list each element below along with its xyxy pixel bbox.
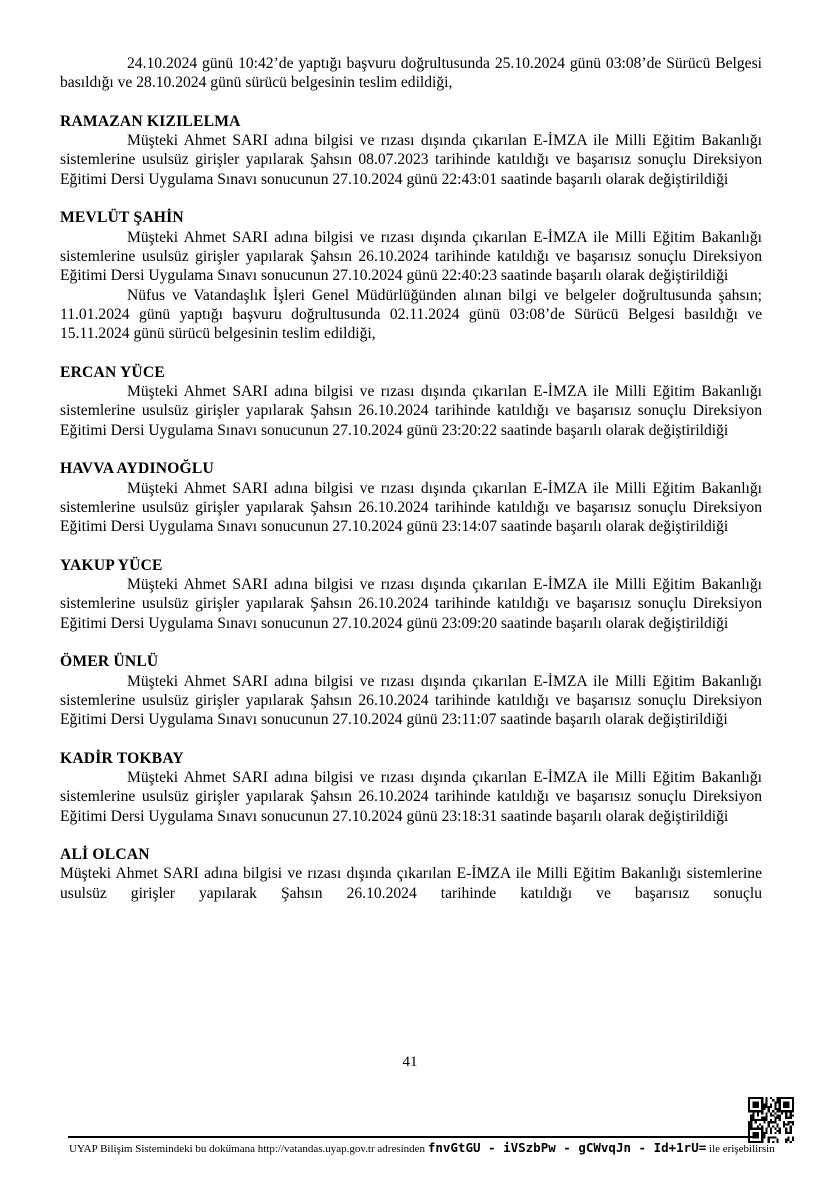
person-heading: ERCAN YÜCE (60, 363, 165, 381)
person-heading: HAVVA AYDINOĞLU (60, 460, 214, 478)
section-paragraph: Müşteki Ahmet SARI adına bilgisi ve rızası dışında çıkarılan E-İMZA ile Milli Eğitim Bakanlığı sistemlerine usulsüz girişler yapılarak Şahsın 26.10.2024 tarihinde katıldığı ve başarısız sonuçlu Direksiyon Eğitimi Dersi Uygulama Sınavı sonucunun 27.10.2024 günü 23:18:31 saatinde başarılı olarak değiştirildiği (60, 768, 762, 825)
person-heading: RAMAZAN KIZILELMA (60, 112, 241, 130)
footer-access-code: fnvGtGU - iVSzbPw - gCWvqJn - Id+1rU= (427, 1140, 707, 1155)
section-paragraph: Müşteki Ahmet SARI adına bilgisi ve rızası dışında çıkarılan E-İMZA ile Milli Eğitim Bakanlığı sistemlerine usulsüz girişler yapılarak Şahsın 26.10.2024 tarihinde katıldığı ve başarısız sonuçlu Direksiyon Eğitimi Dersi Uygulama Sınavı sonucunun 27.10.2024 günü 23:11:07 saatinde başarılı olarak değiştirildiği (60, 672, 762, 729)
person-heading: YAKUP YÜCE (60, 556, 163, 574)
person-section (60, 112, 762, 189)
person-heading: ALİ OLCAN (60, 846, 150, 864)
person-section (60, 208, 762, 343)
footer-url: http://vatandas.uyap.gov.tr (257, 1143, 375, 1155)
person-section (60, 459, 762, 536)
page-number: 41 (402, 1054, 418, 1070)
footer-divider (68, 1136, 754, 1138)
section-paragraph: Müşteki Ahmet SARI adına bilgisi ve rızası dışında çıkarılan E-İMZA ile Milli Eğitim Bakanlığı sistemlerine usulsüz girişler yapılarak Şahsın 26.10.2024 tarihinde katıldığı ve başarısız sonuçlu Direksiyon Eğitimi Dersi Uygulama Sınavı sonucunun 27.10.2024 günü 23:14:07 saatinde başarılı olarak değiştirildiği (60, 479, 762, 536)
person-heading: MEVLÜT ŞAHİN (60, 209, 184, 227)
person-section (60, 749, 762, 826)
section-paragraph: Müşteki Ahmet SARI adına bilgisi ve rızası dışında çıkarılan E-İMZA ile Milli Eğitim Bakanlığı sistemlerine usulsüz girişler yapılarak Şahsın 26.10.2024 tarihinde katıldığı ve başarısız sonuçlu (60, 865, 762, 902)
person-section (60, 556, 762, 633)
footer-suffix: ile erişebilirsin (709, 1143, 775, 1155)
person-section (60, 845, 762, 903)
person-section (60, 363, 762, 440)
section-paragraph: Müşteki Ahmet SARI adına bilgisi ve rızası dışında çıkarılan E-İMZA ile Milli Eğitim Bakanlığı sistemlerine usulsüz girişler yapılarak Şahsın 26.10.2024 tarihinde katıldığı ve başarısız sonuçlu Direksiyon Eğitimi Dersi Uygulama Sınavı sonucunun 27.10.2024 günü 23:09:20 saatinde başarılı olarak değiştirildiği (60, 576, 762, 632)
intro-paragraph: 24.10.2024 günü 10:42’de yaptığı başvuru doğrultusunda 25.10.2024 günü 03:08’de Sürücü Belgesi basıldığı ve 28.10.2024 günü sürücü belgesinin teslim edildiği, (60, 55, 762, 92)
person-heading: KADİR TOKBAY (60, 749, 184, 767)
section-paragraph: Müşteki Ahmet SARI adına bilgisi ve rızası dışında çıkarılan E-İMZA ile Milli Eğitim Bakanlığı sistemlerine usulsüz girişler yapılarak Şahsın 08.07.2023 tarihinde katıldığı ve başarısız sonuçlu Direksiyon Eğitimi Dersi Uygulama Sınavı sonucunun 27.10.2024 günü 22:43:01 saatinde başarılı olarak değiştirildiği (60, 132, 762, 188)
footer-text (69, 1140, 775, 1155)
person-section (60, 652, 762, 729)
qr-code-icon (748, 1097, 794, 1143)
section-paragraph: Müşteki Ahmet SARI adına bilgisi ve rızası dışında çıkarılan E-İMZA ile Milli Eğitim Bakanlığı sistemlerine usulsüz girişler yapılarak Şahsın 26.10.2024 tarihinde katıldığı ve başarısız sonuçlu Direksiyon Eğitimi Dersi Uygulama Sınavı sonucunun 27.10.2024 günü 22:40:23 saatinde başarılı olarak değiştirildiği (60, 228, 762, 285)
document-content (60, 54, 762, 903)
section-paragraph: Müşteki Ahmet SARI adına bilgisi ve rızası dışında çıkarılan E-İMZA ile Milli Eğitim Bakanlığı sistemlerine usulsüz girişler yapılarak Şahsın 26.10.2024 tarihinde katıldığı ve başarısız sonuçlu Direksiyon Eğitimi Dersi Uygulama Sınavı sonucunun 27.10.2024 günü 23:20:22 saatinde başarılı olarak değiştirildiği (60, 383, 762, 439)
section-paragraph: Nüfus ve Vatandaşlık İşleri Genel Müdürlüğünden alınan bilgi ve belgeler doğrultusunda şahsın; 11.01.2024 günü yaptığı başvuru doğrultusunda 02.11.2024 günü 03:08’de Sürücü Belgesi basıldığı ve 15.11.2024 günü sürücü belgesinin teslim edildiği, (60, 286, 762, 343)
sections-container (60, 112, 762, 903)
footer-middle: adresinden (377, 1143, 426, 1155)
person-heading: ÖMER ÜNLÜ (60, 653, 159, 671)
footer-prefix: UYAP Bilişim Sistemindeki bu dokümana (69, 1143, 255, 1155)
